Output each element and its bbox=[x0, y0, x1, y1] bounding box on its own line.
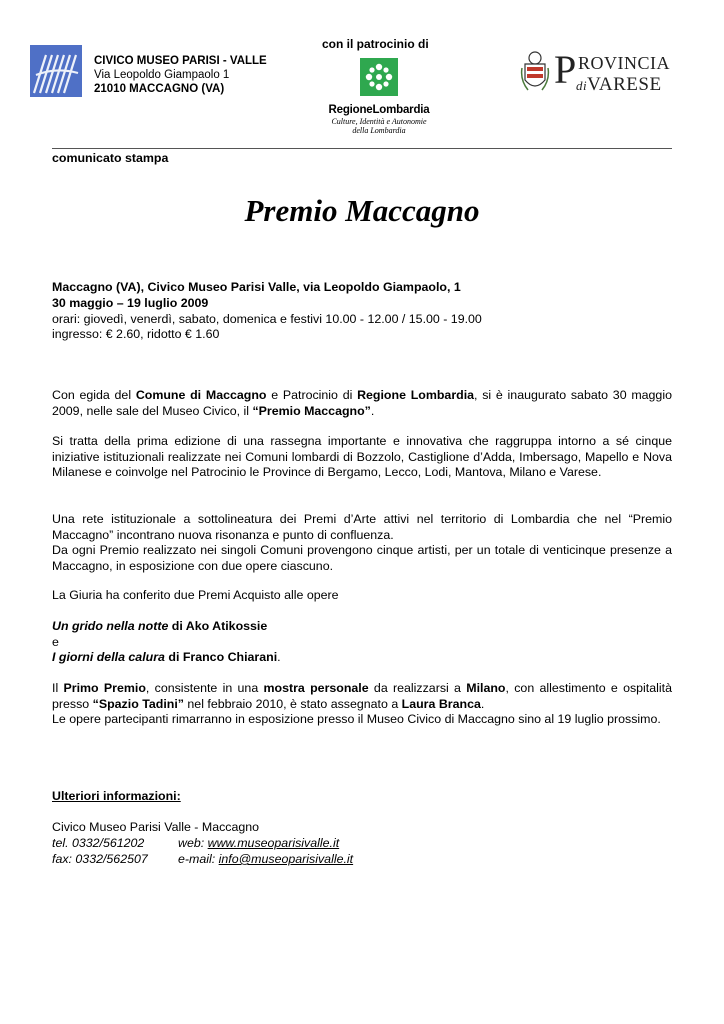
work-title: Un grido nella notte bbox=[52, 619, 169, 633]
paragraph-network: Una rete istituzionale a sottolineatura dei Premi d’Arte attivi nel territorio di Lombardia che nel “Premio Maccagno” incontrano nuova risonanza e punto di confluenza. Da ogni Premio realizzato nei singoli Comuni provengono cinque artisti, per un totale di venticinque presenze a Maccagno, in esposizione con due opere ciascuno. bbox=[52, 512, 672, 573]
contacts-heading: Ulteriori informazioni: bbox=[52, 789, 181, 803]
region-name: RegioneLombardia bbox=[328, 104, 430, 116]
museum-address bbox=[94, 54, 267, 96]
paragraph-edition: Si tratta della prima edizione di una rassegna importante e innovativa che raggruppa intorno a sé cinque iniziative istituzionali realizzate nei Comuni lombardi di Bozzolo, Castiglione d’Adda, Imbersago, Mapello e Nova Milanese e coinvolge nel Patrocinio le Province di Bergamo, Lecco, Lodi, Mantova, Milano e Varese. bbox=[52, 434, 672, 479]
paragraph-intro: Con egida del Comune di Maccagno e Patrocinio di Regione Lombardia, si è inaugurato sabato 30 maggio 2009, nelle sale del Museo Civico, il “Premio Maccagno”. bbox=[52, 388, 672, 418]
museum-street: Via Leopoldo Giampaolo 1 bbox=[94, 69, 230, 81]
email-link[interactable]: info@museoparisivalle.it bbox=[218, 852, 354, 866]
provincia-varese-logo: P ROVINCIA diVARESE bbox=[520, 50, 678, 98]
province-crest-icon bbox=[520, 50, 550, 94]
museum-name: CIVICO MUSEO PARISI - VALLE bbox=[94, 55, 267, 67]
event-dates: 30 maggio – 19 luglio 2009 bbox=[52, 295, 209, 310]
contact-org: Civico Museo Parisi Valle - Maccagno bbox=[52, 820, 260, 834]
press-release-label: comunicato stampa bbox=[52, 151, 169, 165]
event-admission: ingresso: € 2.60, ridotto € 1.60 bbox=[52, 327, 220, 342]
rosa-camuna-icon bbox=[360, 58, 398, 96]
paragraph-first-prize: Il Primo Premio, consistente in una mostra personale da realizzarsi a Milano, con allestimento e ospitalità presso “Spazio Tadini” nel febbraio 2010, è stato assegnato a Laura Branca. Le opere partecipanti rimarranno in esposizione presso il Museo Civico di Maccagno sino al 19 luglio prossimo. bbox=[52, 681, 672, 726]
contact-fax: fax: 0332/562507 bbox=[52, 852, 148, 866]
event-info bbox=[52, 280, 482, 343]
region-lombardia-logo bbox=[320, 58, 438, 135]
event-location: Maccagno (VA), Civico Museo Parisi Valle, via Leopoldo Giampaolo, 1 bbox=[52, 280, 461, 294]
museum-city: 21010 MACCAGNO (VA) bbox=[94, 83, 225, 95]
museum-logo bbox=[30, 45, 82, 97]
paragraph-jury: La Giuria ha conferito due Premi Acquisto alle opere bbox=[52, 588, 339, 602]
website-link[interactable]: www.museoparisivalle.it bbox=[207, 836, 340, 850]
awarded-works: Un grido nella notte di Ako Atikossie e I giorni della calura di Franco Chiarani. bbox=[52, 619, 281, 664]
event-hours: orari: giovedì, venerdì, sabato, domenica e festivi 10.00 - 12.00 / 15.00 - 19.00 bbox=[52, 311, 482, 326]
work-title: I giorni della calura bbox=[52, 650, 165, 664]
page-title: Premio Maccagno bbox=[244, 193, 480, 228]
header-divider bbox=[52, 148, 672, 149]
contacts-block: Civico Museo Parisi Valle - Maccagno tel. 0332/561202 web: www.museoparisivalle.it fax: 0332/562507 e-mail: info@museoparisivalle.it bbox=[52, 819, 672, 867]
region-tagline: Culture, Identità e Autonomie della Lombardia bbox=[331, 117, 427, 135]
contact-phone: tel. 0332/561202 bbox=[52, 836, 145, 850]
patronage-label: con il patrocinio di bbox=[322, 37, 429, 51]
